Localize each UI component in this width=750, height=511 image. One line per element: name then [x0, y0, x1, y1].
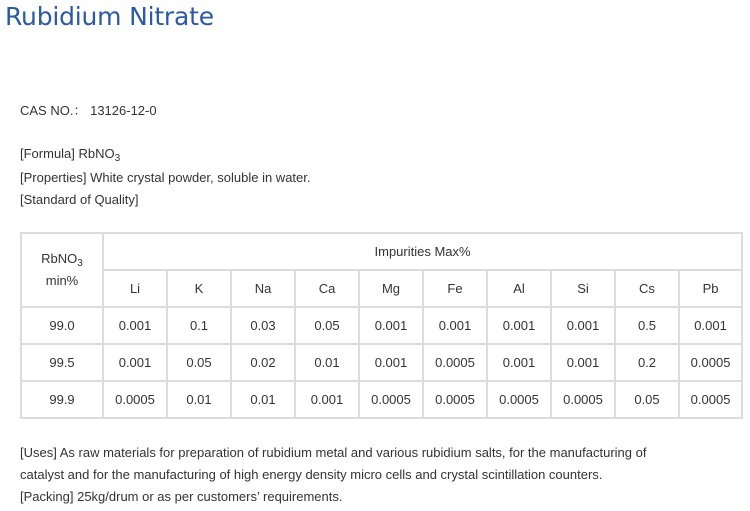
impurity-cell: 0.001: [423, 307, 487, 344]
table-body: [21, 307, 742, 418]
cas-value: 13126-12-0: [90, 103, 157, 118]
rbno3-header-cell: RbNO$_3$ min%: [21, 233, 103, 307]
grade-cell: 99.9: [21, 381, 103, 418]
impurity-cell: 0.001: [103, 307, 167, 344]
impurity-cell: 0.001: [359, 307, 423, 344]
column-header-na: Na: [231, 270, 295, 307]
impurity-cell: 0.1: [167, 307, 231, 344]
grade-cell: 99.5: [21, 344, 103, 381]
impurity-cell: 0.001: [679, 307, 742, 344]
impurity-cell: 0.2: [615, 344, 679, 381]
grade-cell: 99.0: [21, 307, 103, 344]
properties-line: [20, 170, 311, 185]
impurity-cell: 0.0005: [551, 381, 615, 418]
uses-line-1: [Uses] As raw materials for preparation of rubidium metal and various rubidium salts, for the manufacturing of: [20, 445, 647, 460]
column-header-fe: Fe: [423, 270, 487, 307]
impurity-cell: 0.01: [231, 381, 295, 418]
column-header-row: [21, 270, 742, 307]
impurity-cell: 0.001: [295, 381, 359, 418]
impurity-cell: 0.02: [231, 344, 295, 381]
impurity-cell: 0.05: [167, 344, 231, 381]
column-header-cs: Cs: [615, 270, 679, 307]
impurity-cell: 0.0005: [487, 381, 551, 418]
impurity-cell: 0.01: [167, 381, 231, 418]
formula-line: [20, 146, 121, 164]
impurity-cell: 0.0005: [679, 344, 742, 381]
column-header-k: K: [167, 270, 231, 307]
column-header-mg: Mg: [359, 270, 423, 307]
impurity-cell: 0.001: [103, 344, 167, 381]
quality-standard-table: [20, 232, 743, 419]
impurity-cell: 0.05: [615, 381, 679, 418]
table-row: [21, 344, 742, 381]
formula-text: RbNO$_3$: [78, 146, 121, 164]
column-header-si: Si: [551, 270, 615, 307]
impurity-cell: 0.0005: [679, 381, 742, 418]
impurity-cell: 0.0005: [423, 344, 487, 381]
cas-number-line: [20, 100, 157, 119]
properties-label: [Properties]: [20, 170, 87, 185]
formula-label: [Formula]: [20, 146, 75, 161]
rbno3-unit: min%: [45, 273, 79, 288]
column-header-pb: Pb: [679, 270, 742, 307]
packing-line: [Packing] 25kg/drum or as per customers’ requirements.: [20, 489, 343, 504]
table-row: [21, 381, 742, 418]
impurity-cell: 0.001: [487, 307, 551, 344]
impurity-cell: 0.001: [551, 307, 615, 344]
impurity-cell: 0.03: [231, 307, 295, 344]
impurity-cell: 0.01: [295, 344, 359, 381]
impurity-cell: 0.5: [615, 307, 679, 344]
impurity-cell: 0.001: [551, 344, 615, 381]
cas-label: CAS NO.：: [20, 103, 87, 118]
impurity-cell: 0.0005: [103, 381, 167, 418]
column-header-ca: Ca: [295, 270, 359, 307]
impurity-cell: 0.05: [295, 307, 359, 344]
impurity-cell: 0.001: [359, 344, 423, 381]
table-row: [21, 307, 742, 344]
properties-text: White crystal powder, soluble in water.: [90, 170, 311, 185]
uses-line-2: catalyst and for the manufacturing of high energy density micro cells and crystal scintillation counters.: [20, 467, 603, 482]
impurity-cell: 0.0005: [423, 381, 487, 418]
impurities-header: Impurities Max%: [103, 233, 742, 270]
column-header-li: Li: [103, 270, 167, 307]
standard-of-quality-label: [Standard of Quality]: [20, 192, 139, 207]
impurity-cell: 0.001: [487, 344, 551, 381]
column-header-al: Al: [487, 270, 551, 307]
impurity-cell: 0.0005: [359, 381, 423, 418]
page-title: Rubidium Nitrate: [5, 2, 214, 31]
